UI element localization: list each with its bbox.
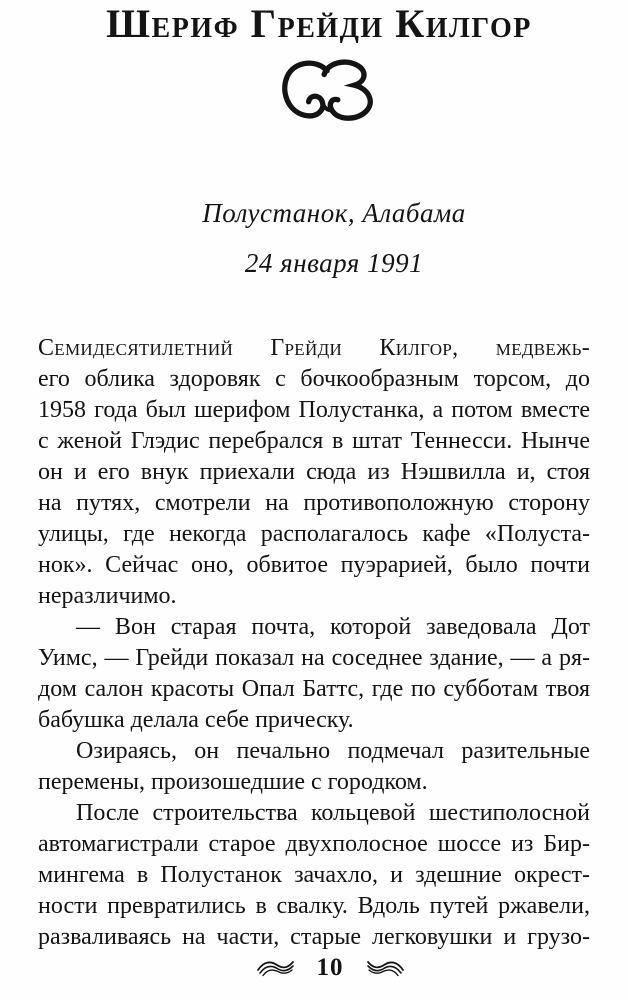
text-line: неразличимо. [38,583,177,609]
page-number: 10 [316,954,344,981]
text-line: нок». Сейчас оно, обвитое пуэрарией, было почти [38,552,590,578]
dateline-date: 24 января 1991 [244,248,424,278]
wave-flourish-left-icon [255,958,295,978]
text-line: Озираясь, он печально подмечал разительные [76,738,590,764]
text-line: он и его внук приехали сюда из Нэшвилла и, стоя [38,459,590,485]
text-line: ности превратились в свалку. Вдоль путей ржавели, [38,893,590,919]
text-line: с женой Глэдис перебрался в штат Теннесси. Нынче [38,428,590,454]
text-line: После строительства кольцевой шестиполосной [76,800,590,826]
wave-flourish-right-icon [366,958,406,978]
text-line: разваливаясь на части, старые легковушки и грузо- [38,924,590,950]
text-line: мингема в Полустанок зачахло, и здешние окрест- [38,862,590,888]
page-footer [16,954,628,982]
body-text [38,333,590,953]
section-ornament [16,58,628,131]
text-line: дом салон красоты Опал Баттс, где по субботам твоя [38,676,590,702]
chapter-title: Шериф Грейди Килгор [106,1,532,46]
text-line: улицы, где некогда располагалось кафе «Полуста- [38,521,590,547]
text-line: Уимс, — Грейди показал на соседнее здание, — а ря- [38,645,590,671]
text-line: 1958 года был шерифом Полустанка, а потом вместе [38,397,590,423]
text-line: на путях, смотрели на противоположную сторону [38,490,590,516]
calligraphic-cb-flourish-icon [278,58,382,126]
text-line: — Вон старая почта, которой заведовала Дот [76,614,590,640]
text-line: бабушка делала себе прическу. [38,707,354,733]
text-line: перемены, произошедшие с городком. [38,769,428,795]
text-line: автомагистрали старое двухполосное шоссе из Бир- [38,831,590,857]
text-line: его облика здоровяк с бочкообразным торсом, до [38,366,590,392]
dateline-place: Полустанок, Алабама [202,198,466,228]
text-line: Семидесятилетний Грейди Килгор, медвежь- [38,335,590,361]
